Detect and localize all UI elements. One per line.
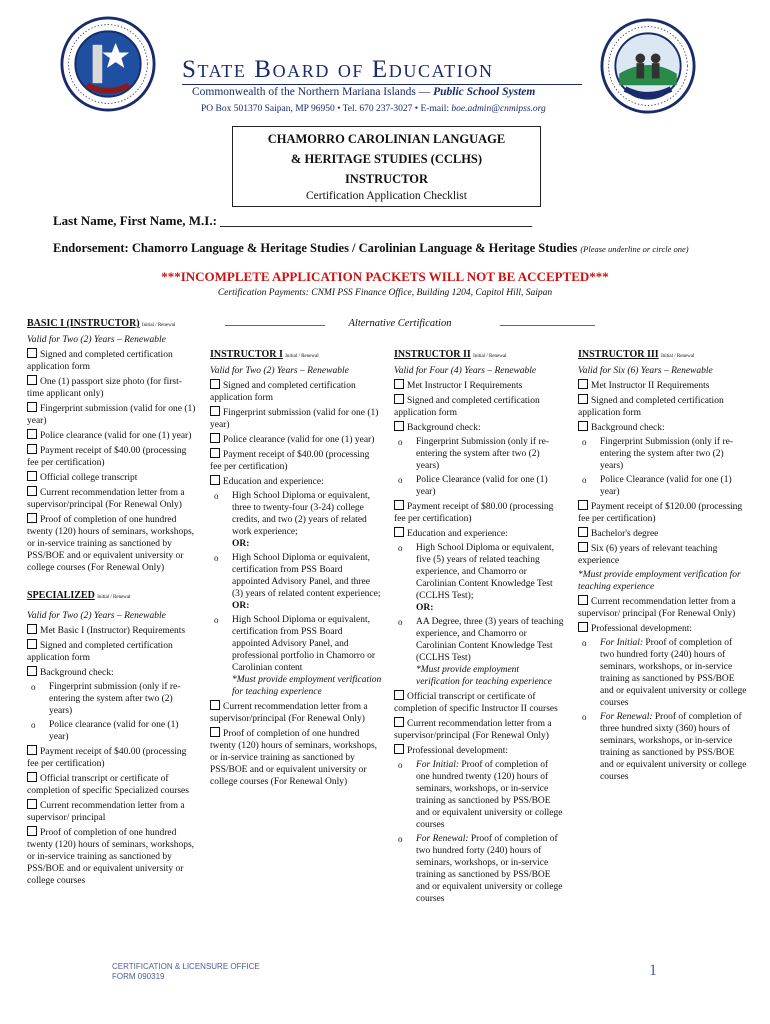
instructor3-item xyxy=(578,527,748,540)
alt-line-left xyxy=(225,325,325,326)
basic-item-text: Proof of completion of one hundred twenty (120) hours of seminars, workshops, or in-service training as sanctioned by PSS/BOE and or equivalent university or college courses (For Renewal Only) xyxy=(27,515,195,573)
instructor3-item-text: Bachelor's degree xyxy=(591,529,659,539)
checkbox[interactable] xyxy=(394,500,404,510)
instructor1-item-text: Current recommendation letter from a supervisor/principal (For Renewal Only) xyxy=(210,702,368,724)
checkbox[interactable] xyxy=(578,542,588,552)
checkbox[interactable] xyxy=(27,799,37,809)
instructor2-item xyxy=(394,421,564,434)
instructor2-item xyxy=(394,717,564,742)
checkbox[interactable] xyxy=(27,745,37,755)
checkbox[interactable] xyxy=(394,690,404,700)
checkbox[interactable] xyxy=(578,394,588,404)
checkbox[interactable] xyxy=(27,513,37,523)
instructor1-column: INSTRUCTOR I Initial / Renewal Valid for Two (2) Years – Renewable Signed and completed certification application form Fingerprint submission (valid for one (1) year) Police clearance (valid for one (1) year) Payment receipt of $40.00 (processing fee per certification) Education and experience: o High School Diploma or equivalent, three to twenty-four (3-24) college credits, and two (2) years of related work experience; OR: o High School Diploma or equivalent, certification from PSS Board appointed Advisory Panel, and three (3) years of related content experience; OR: o High School Diploma or equivalent, certification from PSS Board appointed Advisory Panel, and professional portfolio in Chamorro or Carolinian content *Must provide employment verification for teaching experience Current recommendation letter from a supervisor/principal (For Renewal Only) Proof of completion of one hundred twenty (120) hours of seminars, workshops, or in-service training as sanctioned by PSS/BOE and or equivalent university or college courses (For Renewal Only) xyxy=(210,349,382,787)
basic-item xyxy=(27,444,197,469)
instructor2-bullet: o Police Clearance (valid for one (1) year) xyxy=(398,475,548,497)
instructor1-heading: INSTRUCTOR I xyxy=(210,349,283,360)
footer-office: CERTIFICATION & LICENSURE OFFICE FORM 090319 xyxy=(112,962,260,981)
basic-item xyxy=(27,348,197,373)
specialized-valid: Valid for Two (2) Years – Renewable xyxy=(27,611,166,621)
instructor2-item xyxy=(394,744,564,757)
checkbox[interactable] xyxy=(394,527,404,537)
endorsement-line[interactable]: Endorsement: Chamorro Language & Heritage Studies / Carolinian Language & Heritage Studies (Please underline or circle one) xyxy=(53,241,689,255)
checkbox[interactable] xyxy=(394,379,404,389)
i1-must-note: *Must provide employment verification for teaching experience xyxy=(232,675,382,697)
instructor2-item xyxy=(394,500,564,525)
specialized-item xyxy=(27,666,197,679)
instructor2-item-text: Education and experience: xyxy=(407,529,508,539)
instructor3-item-text: Current recommendation letter from a supervisor/ principal (For Renewal Only) xyxy=(578,597,736,619)
instructor2-item-text: Current recommendation letter from a supervisor/principal (For Renewal Only) xyxy=(394,719,552,741)
basic-item-text: One (1) passport size photo (for first-time applicant only) xyxy=(27,377,182,399)
instructor1-item xyxy=(210,406,382,431)
checkbox[interactable] xyxy=(210,475,220,485)
checkbox[interactable] xyxy=(210,700,220,710)
checkbox[interactable] xyxy=(210,448,220,458)
specialized-item-text: Official transcript or certificate of completion of specific Specialized courses xyxy=(27,774,189,796)
i2-pd-initial: Proof of completion of one hundred twenty (120) hours of seminars, workshops, or in-service training as sanctioned by PSS/BOE and or equivalent university or college courses xyxy=(416,760,563,830)
checkbox[interactable] xyxy=(578,595,588,605)
checkbox[interactable] xyxy=(394,717,404,727)
instructor1-item-text: Payment receipt of $40.00 (processing fee per certification) xyxy=(210,450,370,472)
i3-pd-renewal: Proof of completion of three hundred sixty (360) hours of seminars, workshops, or in-service training as sanctioned by PSS/BOE and or equivalent university or college courses xyxy=(600,712,747,782)
instructor2-column: INSTRUCTOR II Initial / Renewal Valid for Four (4) Years – Renewable Met Instructor I Requirements Signed and completed certification application form Background check: o Fingerprint Submission (only if re-entering the system after two (2) years) o Police Clearance (valid for one (1) year) Payment receipt of $80.00 (processing fee per certification) Education and experience: o High School Diploma or equivalent, five (5) years of related teaching experience, and Chamorro or Carolinian Content Knowledge Test (CCLHS Test); OR: o AA Degree, three (3) years of teaching experience, and Chamorro or Carolinian Content Knowledge Test (CCLHS Test) *Must provide employment verification for teaching experience Official transcript or certificate of completion of specific Instructor II courses Current recommendation letter from a supervisor/principal (For Renewal Only) Professional development: o For Initial: Proof of completion of one hundred twenty (120) hours of seminars, workshops, or in-service training as sanctioned by PSS/BOE and or equivalent university or college courses o For Renewal: Proof of completion of two hundred forty (240) hours of seminars, workshops, or in-service training as sanctioned by PSS/BOE and or equivalent university or college courses xyxy=(394,349,564,904)
specialized-bullet: o Police clearance (valid for one (1) year) xyxy=(31,720,179,742)
header-address: PO Box 501370 Saipan, MP 96950 • Tel. 670 237-3027 • E-mail: boe.admin@cnmipss.org xyxy=(201,104,546,114)
specialized-item-text: Signed and completed certification application form xyxy=(27,641,173,663)
title-line-1: CHAMORRO CAROLINIAN LANGUAGE xyxy=(267,132,506,146)
instructor1-item-text: Police clearance (valid for one (1) year) xyxy=(223,435,375,445)
instructor1-item-text: Education and experience: xyxy=(223,477,324,487)
instructor1-item xyxy=(210,433,382,446)
basic-item-text: Official college transcript xyxy=(40,473,138,483)
specialized-item-text: Background check: xyxy=(40,668,114,678)
checkbox[interactable] xyxy=(27,348,37,358)
instructor1-item-text: Signed and completed certification application form xyxy=(210,381,356,403)
basic-heading: BASIC I (INSTRUCTOR) xyxy=(27,318,140,329)
instructor2-bullet: o Fingerprint Submission (only if re-entering the system after two (2) years) xyxy=(398,437,549,471)
cnmi-official-seal-logo xyxy=(60,16,156,112)
checkbox[interactable] xyxy=(27,639,37,649)
checkbox[interactable] xyxy=(578,421,588,431)
instructor3-item-text: Six (6) years of relevant teaching experience xyxy=(578,544,718,566)
basic-item xyxy=(27,513,197,574)
instructor3-item xyxy=(578,394,748,419)
alt-line-right xyxy=(500,325,595,326)
instructor1-item xyxy=(210,700,382,725)
checkbox[interactable] xyxy=(27,471,37,481)
instructor3-item xyxy=(578,542,748,567)
title-box xyxy=(232,126,541,207)
i1-edu-1: High School Diploma or equivalent, three to twenty-four (3-24) college credits, and two (2) years of related work experience; xyxy=(232,491,370,537)
incomplete-warning: ***INCOMPLETE APPLICATION PACKETS WILL NOT BE ACCEPTED*** xyxy=(161,269,609,284)
specialized-bullet: o Fingerprint submission (only if re-entering the system after two (2) years) xyxy=(31,682,181,716)
checkbox[interactable] xyxy=(394,421,404,431)
specialized-item xyxy=(27,745,197,770)
instructor3-item xyxy=(578,421,748,434)
checkbox[interactable] xyxy=(210,727,220,737)
specialized-item xyxy=(27,826,197,887)
instructor3-heading: INSTRUCTOR III xyxy=(578,349,659,360)
i1-edu-2: High School Diploma or equivalent, certification from PSS Board appointed Advisory Panel, and three (3) years of related content experience; xyxy=(232,553,381,599)
specialized-item xyxy=(27,639,197,664)
checkbox[interactable] xyxy=(578,527,588,537)
instructor1-valid: Valid for Two (2) Years – Renewable xyxy=(210,366,349,376)
basic-item-text: Fingerprint submission (valid for one (1) year) xyxy=(27,404,196,426)
specialized-heading: SPECIALIZED xyxy=(27,590,95,601)
i3-pd-initial: Proof of completion of two hundred forty (240) hours of seminars, workshops, or in-service training as sanctioned by PSS/BOE and or equivalent university or college courses xyxy=(600,638,747,708)
instructor2-item xyxy=(394,394,564,419)
instructor2-item xyxy=(394,379,564,392)
instructor3-item-text: Professional development: xyxy=(591,624,693,634)
email-link[interactable]: boe.admin@cnmipss.org xyxy=(451,104,546,114)
checkbox[interactable] xyxy=(578,379,588,389)
instructor3-item-text: Met Instructor II Requirements xyxy=(591,381,710,391)
specialized-item xyxy=(27,799,197,824)
i2-edu-1: High School Diploma or equivalent, five (5) years of related teaching experience, and Chamorro or Carolinian Content Knowledge Test (CCLHS Test); xyxy=(416,543,554,601)
i1-edu-3: High School Diploma or equivalent, certification from PSS Board appointed Advisory Panel, and professional portfolio in Chamorro or Carolinian content xyxy=(232,615,376,673)
header-divider xyxy=(182,84,582,85)
specialized-item xyxy=(27,624,197,637)
basic-item-text: Payment receipt of $40.00 (processing fee per certification) xyxy=(27,446,187,468)
instructor3-item xyxy=(578,622,748,635)
title-line-3: INSTRUCTOR xyxy=(344,172,429,186)
instructor3-column: INSTRUCTOR III Initial / Renewal Valid for Six (6) Years – Renewable Met Instructor II Requirements Signed and completed certification application form Background check: o Fingerprint Submission (only if re-entering the system after two (2) years) o Police Clearance (valid for one (1) year) Payment receipt of $120.00 (processing fee per certification) Bachelor's degree Six (6) years of relevant teaching experience *Must provide employment verification for teaching experience Current recommendation letter from a supervisor/ principal (For Renewal Only) Professional development: o For Initial: Proof of completion of two hundred forty (240) hours of seminars, workshops, or in-service training as sanctioned by PSS/BOE and or equivalent university or college courses o For Renewal: Proof of completion of three hundred sixty (360) hours of seminars, workshops, or in-service training as sanctioned by PSS/BOE and or equivalent university or college courses xyxy=(578,349,747,782)
instructor2-item xyxy=(394,690,564,715)
basic-valid: Valid for Two (2) Years – Renewable xyxy=(27,335,166,345)
i2-pd-renewal: Proof of completion of two hundred forty (240) hours of seminars, workshops, or in-service training as sanctioned by PSS/BOE and or equivalent university or college courses xyxy=(416,834,563,904)
instructor3-item-text: Payment receipt of $120.00 (processing fee per certification) xyxy=(578,502,743,524)
instructor1-item xyxy=(210,448,382,473)
checkbox[interactable] xyxy=(27,486,37,496)
alternative-certification-label: Alternative Certification xyxy=(205,318,595,329)
instructor2-item-text: Official transcript or certificate of completion of specific Instructor II courses xyxy=(394,692,558,714)
basic-item xyxy=(27,471,197,484)
checkbox[interactable] xyxy=(578,500,588,510)
instructor3-item xyxy=(578,379,748,392)
pss-seal-logo xyxy=(600,18,696,114)
checkbox[interactable] xyxy=(27,429,37,439)
i3-must-note: *Must provide employment verification for teaching experience xyxy=(578,570,741,592)
checkbox[interactable] xyxy=(27,772,37,782)
instructor2-item-text: Professional development: xyxy=(407,746,509,756)
basic-column: BASIC I (INSTRUCTOR) Initial / Renewal Valid for Two (2) Years – Renewable Signed and completed certification application form One (1) passport size photo (for first-time applicant only) Fingerprint submission (valid for one (1) year) Police clearance (valid for one (1) year) Payment receipt of $40.00 (processing fee per certification) Official college transcript Current recommendation letter from a supervisor/principal (For Renewal Only) Proof of completion of one hundred twenty (120) hours of seminars, workshops, or in-service training as sanctioned by PSS/BOE and or equivalent university or college courses (For Renewal Only) SPECIALIZED Initial / Renewal Valid for Two (2) Years – Renewable Met Basic I (Instructor) Requirements Signed and completed certification application form Background check: o Fingerprint submission (only if re-entering the system after two (2) years) o Police clearance (valid for one (1) year) Payment receipt of $40.00 (processing fee per certification) Official transcript or certificate of completion of specific Specialized courses Current recommendation letter from a supervisor/ principal Proof of completion of one hundred twenty (120) hours of seminars, workshops, or in-service training as sanctioned by PSS/BOE and or equivalent university or college courses xyxy=(27,318,196,886)
instructor3-item-text: Background check: xyxy=(591,423,665,433)
checkbox[interactable] xyxy=(27,624,37,634)
instructor3-valid: Valid for Six (6) Years – Renewable xyxy=(578,366,713,376)
header-subtitle: Commonwealth of the Northern Mariana Islands — Public School System xyxy=(192,86,536,98)
checkbox[interactable] xyxy=(27,444,37,454)
title-line-2: & HERITAGE STUDIES (CCLHS) xyxy=(290,152,483,166)
specialized-item xyxy=(27,772,197,797)
basic-item xyxy=(27,402,197,427)
checkbox[interactable] xyxy=(27,375,37,385)
instructor2-item-text: Payment receipt of $80.00 (processing fee per certification) xyxy=(394,502,554,524)
checkbox[interactable] xyxy=(394,744,404,754)
specialized-item-text: Current recommendation letter from a supervisor/ principal xyxy=(27,801,185,823)
checkbox[interactable] xyxy=(578,622,588,632)
instructor1-item-text: Fingerprint submission (valid for one (1) year) xyxy=(210,408,379,430)
i2-must-note: *Must provide employment verification for teaching experience xyxy=(416,665,552,687)
specialized-item-text: Payment receipt of $40.00 (processing fee per certification) xyxy=(27,747,187,769)
instructor3-item xyxy=(578,500,748,525)
checkbox[interactable] xyxy=(210,379,220,389)
instructor3-bullet: o Police Clearance (valid for one (1) year) xyxy=(582,475,732,497)
checklist-subtitle: Certification Application Checklist xyxy=(306,190,467,202)
instructor2-valid: Valid for Four (4) Years – Renewable xyxy=(394,366,537,376)
instructor1-item-text: Proof of completion of one hundred twenty (120) hours of seminars, workshops, or in-service training as sanctioned by PSS/BOE and or equivalent university or college courses (For Renewal Only) xyxy=(210,729,378,787)
instructor2-item-text: Background check: xyxy=(407,423,481,433)
instructor1-item xyxy=(210,475,382,488)
instructor2-item xyxy=(394,527,564,540)
basic-item xyxy=(27,429,197,442)
page-number: 1 xyxy=(649,962,657,979)
instructor2-heading: INSTRUCTOR II xyxy=(394,349,471,360)
footer-form-number: FORM 090319 xyxy=(112,972,165,981)
checkbox[interactable] xyxy=(27,402,37,412)
checkbox[interactable] xyxy=(210,406,220,416)
board-title: State Board of Education xyxy=(182,56,494,83)
specialized-item-text: Met Basic I (Instructor) Requirements xyxy=(40,626,186,636)
checkbox[interactable] xyxy=(27,666,37,676)
specialized-item-text: Proof of completion of one hundred twenty (120) hours of seminars, workshops, or in-service training as sanctioned by PSS/BOE and or equivalent university or college courses xyxy=(27,828,195,886)
instructor3-item xyxy=(578,595,748,620)
basic-item-text: Police clearance (valid for one (1) year) xyxy=(40,431,192,441)
name-field[interactable]: Last Name, First Name, M.I.: ________________________________________________ xyxy=(53,213,533,228)
instructor2-item-text: Signed and completed certification application form xyxy=(394,396,540,418)
i2-edu-2: AA Degree, three (3) years of teaching experience, and Chamorro or Carolinian Content Knowledge Test (CCLHS Test) xyxy=(416,617,564,663)
instructor3-item-text: Signed and completed certification application form xyxy=(578,396,724,418)
checkbox[interactable] xyxy=(394,394,404,404)
instructor2-item-text: Met Instructor I Requirements xyxy=(407,381,523,391)
instructor3-bullet: o Fingerprint Submission (only if re-entering the system after two (2) years) xyxy=(582,437,733,471)
checkbox[interactable] xyxy=(210,433,220,443)
checkbox[interactable] xyxy=(27,826,37,836)
instructor1-item xyxy=(210,379,382,404)
basic-item xyxy=(27,486,197,511)
basic-item xyxy=(27,375,197,400)
basic-item-text: Signed and completed certification application form xyxy=(27,350,173,372)
basic-item-text: Current recommendation letter from a supervisor/principal (For Renewal Only) xyxy=(27,488,185,510)
instructor1-item xyxy=(210,727,382,788)
payments-note: Certification Payments: CNMI PSS Finance Office, Building 1204, Capitol Hill, Saipan xyxy=(217,288,553,298)
